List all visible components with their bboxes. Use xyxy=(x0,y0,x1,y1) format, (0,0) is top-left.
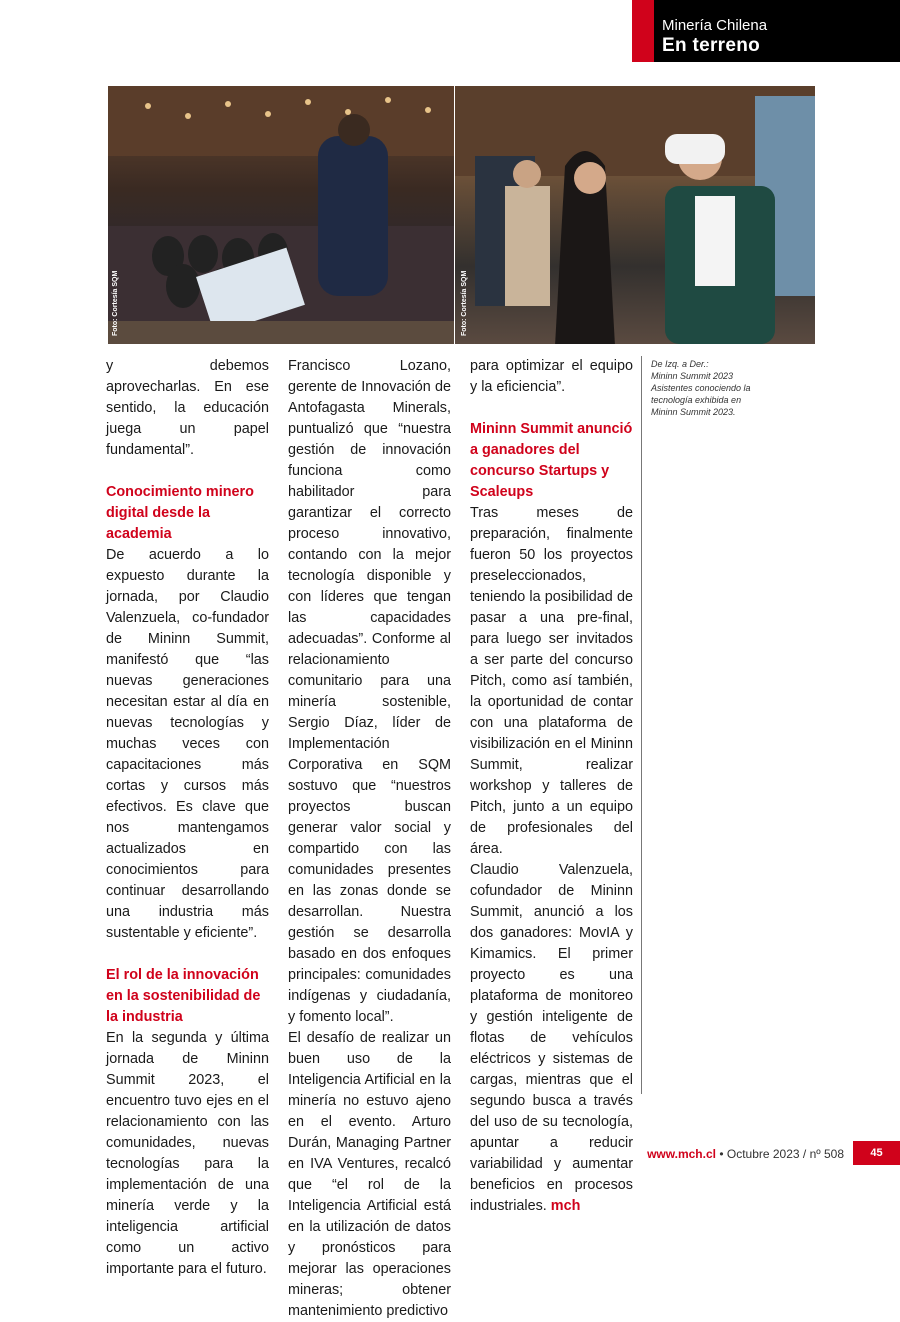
article-column-2 xyxy=(288,356,451,1322)
article-column-1 xyxy=(106,356,269,1280)
paragraph: Tras meses de preparación, finalmente fueron 50 los proyectos preseleccionados, teniendo la posibilidad de pasar a una pre-final, para luego ser invitados a ser parte del concurso Pitch, como así también, la oportunidad de contar con una plataforma de visibilización en el Mininn Summit, realizar workshop y talleres de Pitch, junto a un equipo de profesionales del área. xyxy=(470,505,633,857)
caption-line: Mininn Summit 2023 xyxy=(651,371,734,381)
paragraph: para optimizar el equipo y la eficiencia”. xyxy=(470,358,633,395)
header-accent-bar xyxy=(632,0,654,62)
vr-demo-illustration xyxy=(455,86,815,344)
page-number: 45 xyxy=(853,1141,900,1165)
paragraph-text: Claudio Valenzuela, cofundador de Mininn Summit, anunció a los dos ganadores: MovIA y Kimamics. El primer proyecto es una plataforma de monitoreo y gestión inteligente de flotas de vehículos eléctricos y sistemas de cargas, mientras que el segundo busca a través del uso de su tecnología, apuntar a reducir variabilidad y aumentar beneficios en procesos industriales. xyxy=(470,862,633,1214)
paragraph xyxy=(470,860,633,1217)
subheading: Conocimiento minero digital desde la academia xyxy=(106,484,254,542)
event-photo-audience xyxy=(108,86,454,344)
paragraph: El desafío de realizar un buen uso de la Inteligencia Artificial en la minería no estuvo ajeno en el evento. Arturo Durán, Managing Partner en IVA Ventures, recalcó que “el rol de la Inteligencia Artificial está en la utilización de datos y pronósticos para mejorar las operaciones mineras; obtener mantenimiento predictivo xyxy=(288,1030,451,1319)
photo-credit: Foto: Cortesía SQM xyxy=(112,270,119,336)
section-title: En terreno xyxy=(662,35,761,56)
caption-divider xyxy=(641,356,642,1094)
paragraph: Francisco Lozano, gerente de Innovación de Antofagasta Minerals, puntualizó que “nuestra gestión de innovación funciona como habilitador para garantizar el correcto proceso innovativo, contando con la mejor tecnología disponible y con líderes que tengan las capacidades adecuadas”. Conforme al relacionamiento comunitario para una minería sostenible, Sergio Díaz, líder de Implementación Corporativa en SQM sostuvo que “nuestros proyectos buscan generar valor social y compartido con las comunidades presentes en las zonas donde se desarrollan. Nuestra gestión se desarrolla basado en dos enfoques principales: comunidades indígenas y ciudadanía, y fomento local”. xyxy=(288,358,451,1025)
magazine-section-label: Minería Chilena xyxy=(662,17,768,34)
section-header xyxy=(632,0,900,62)
audience-illustration xyxy=(108,86,454,344)
paragraph: De acuerdo a lo expuesto durante la jornada, por Claudio Valenzuela, co-fundador de Mininn Summit, manifestó que “las nuevas generaciones necesitan estar al día en nuevas tecnologías y muchas veces con capacitaciones más cortas y cursos más efectivos. Es clave que nos mantengamos actualizados en conocimientos para continuar desarrollando una industria más sustentable y eficiente”. xyxy=(106,547,269,941)
photo-caption xyxy=(651,358,766,418)
footer-info xyxy=(647,1147,844,1161)
issue-info: Octubre 2023 / nº 508 xyxy=(726,1147,844,1161)
caption-line: De Izq. a Der.: xyxy=(651,359,709,369)
caption-line: Asistentes conociendo la tecnología exhibida en Mininn Summit 2023. xyxy=(651,383,751,417)
paragraph: En la segunda y última jornada de Mininn Summit 2023, el encuentro tuvo ejes en el relacionamiento con las comunidades, nuevas tecnologías para la implementación de una minería verde y la inteligencia artificial como un activo importante para el futuro. xyxy=(106,1030,269,1277)
footer-separator: • xyxy=(719,1147,727,1161)
subheading: El rol de la innovación en la sostenibilidad de la industria xyxy=(106,967,261,1025)
end-mark-logo: mch xyxy=(550,1198,581,1214)
website-link[interactable]: www.mch.cl xyxy=(647,1147,716,1161)
photo-credit: Foto: Cortesía SQM xyxy=(461,270,468,336)
event-photo-vr-demo xyxy=(455,86,815,344)
subheading: Mininn Summit anunció a ganadores del concurso Startups y Scaleups xyxy=(470,421,633,500)
article-column-3 xyxy=(470,356,633,1217)
paragraph: y debemos aprovecharlas. En ese sentido, la educación juega un papel fundamental”. xyxy=(106,358,269,458)
